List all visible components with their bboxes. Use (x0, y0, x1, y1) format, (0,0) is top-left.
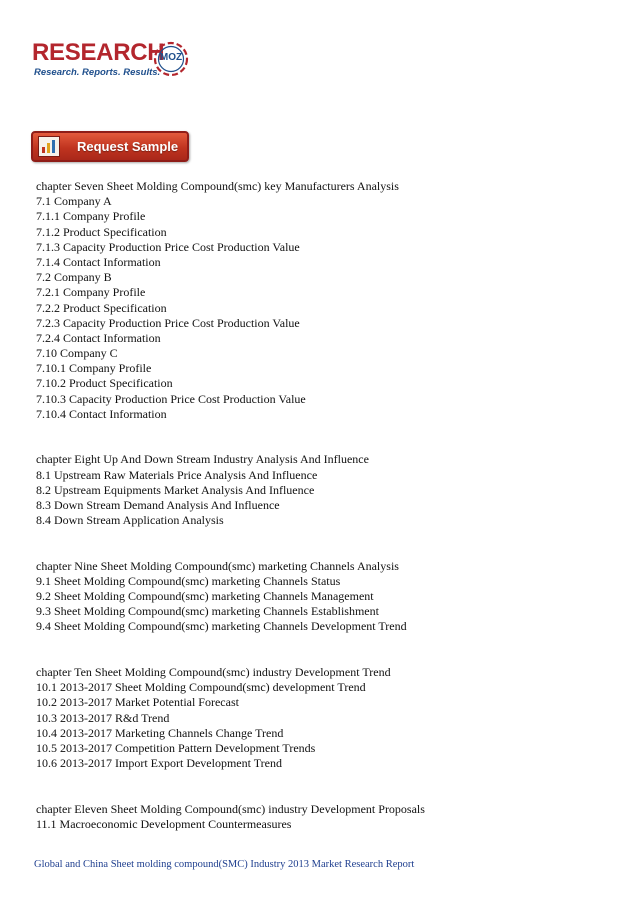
toc-line: 8.1 Upstream Raw Materials Price Analysis And Influence (36, 467, 318, 482)
table-of-contents (36, 179, 616, 863)
toc-line: 10.4 2013-2017 Marketing Channels Change Trend (36, 725, 284, 740)
toc-line: chapter Nine Sheet Molding Compound(smc) marketing Channels Analysis (36, 558, 399, 573)
toc-line: 9.4 Sheet Molding Compound(smc) marketing Channels Development Trend (36, 619, 407, 634)
logo-wordmark: RESEARCH (32, 39, 165, 66)
toc-line: 8.3 Down Stream Demand Analysis And Influence (36, 497, 280, 512)
toc-line: chapter Ten Sheet Molding Compound(smc) industry Development Trend (36, 665, 391, 680)
toc-line: 8.2 Upstream Equipments Market Analysis And Influence (36, 482, 315, 497)
toc-line: 7.10.1 Company Profile (36, 361, 152, 376)
toc-line: 10.5 2013-2017 Competition Pattern Development Trends (36, 740, 316, 755)
toc-line: 7.10.4 Contact Information (36, 406, 167, 421)
request-sample-label: Request Sample (77, 139, 179, 154)
logo-tagline: Research. Reports. Results. (34, 67, 161, 78)
toc-line: 7.1.3 Capacity Production Price Cost Production Value (36, 239, 300, 254)
logo-badge-text: MOZ (159, 52, 183, 63)
toc-line: 7.1 Company A (36, 194, 112, 209)
researchmoz-logo (32, 38, 192, 86)
toc-line: 10.3 2013-2017 R&d Trend (36, 710, 170, 725)
toc-line: 7.10 Company C (36, 346, 118, 361)
toc-section-chapter-nine (36, 559, 616, 635)
toc-line: 7.10.3 Capacity Production Price Cost Production Value (36, 391, 306, 406)
toc-line: 7.1.2 Product Specification (36, 224, 167, 239)
toc-section-chapter-ten (36, 665, 616, 771)
toc-section-chapter-eleven (36, 802, 616, 832)
request-sample-button[interactable] (31, 131, 189, 162)
toc-section-chapter-eight (36, 452, 616, 528)
toc-line: 7.2.1 Company Profile (36, 285, 146, 300)
toc-line: 7.2.4 Contact Information (36, 330, 161, 345)
toc-line: 7.1.4 Contact Information (36, 254, 161, 269)
toc-section-chapter-seven (36, 179, 616, 422)
toc-line: chapter Eleven Sheet Molding Compound(smc) industry Development Proposals (36, 801, 425, 816)
toc-line: 7.2.2 Product Specification (36, 300, 167, 315)
toc-line: 8.4 Down Stream Application Analysis (36, 513, 224, 528)
toc-line: 9.3 Sheet Molding Compound(smc) marketing Channels Establishment (36, 604, 379, 619)
toc-line: chapter Eight Up And Down Stream Industry Analysis And Influence (36, 452, 369, 467)
page-footer: Global and China Sheet molding compound(SMC) Industry 2013 Market Research Report (34, 859, 415, 870)
toc-line: 11.1 Macroeconomic Development Countermeasures (36, 816, 292, 831)
toc-line: 7.10.2 Product Specification (36, 376, 173, 391)
toc-line: 10.2 2013-2017 Market Potential Forecast (36, 695, 239, 710)
toc-line: 9.2 Sheet Molding Compound(smc) marketing Channels Management (36, 589, 374, 604)
toc-line: 7.2 Company B (36, 270, 112, 285)
toc-line: 9.1 Sheet Molding Compound(smc) marketing Channels Status (36, 573, 341, 588)
toc-line: 10.1 2013-2017 Sheet Molding Compound(smc) development Trend (36, 680, 366, 695)
toc-line: 7.1.1 Company Profile (36, 209, 146, 224)
report-chart-icon (38, 136, 60, 157)
toc-line: chapter Seven Sheet Molding Compound(smc) key Manufacturers Analysis (36, 179, 399, 193)
toc-line: 10.6 2013-2017 Import Export Development Trend (36, 756, 282, 771)
toc-line: 7.2.3 Capacity Production Price Cost Production Value (36, 315, 300, 330)
